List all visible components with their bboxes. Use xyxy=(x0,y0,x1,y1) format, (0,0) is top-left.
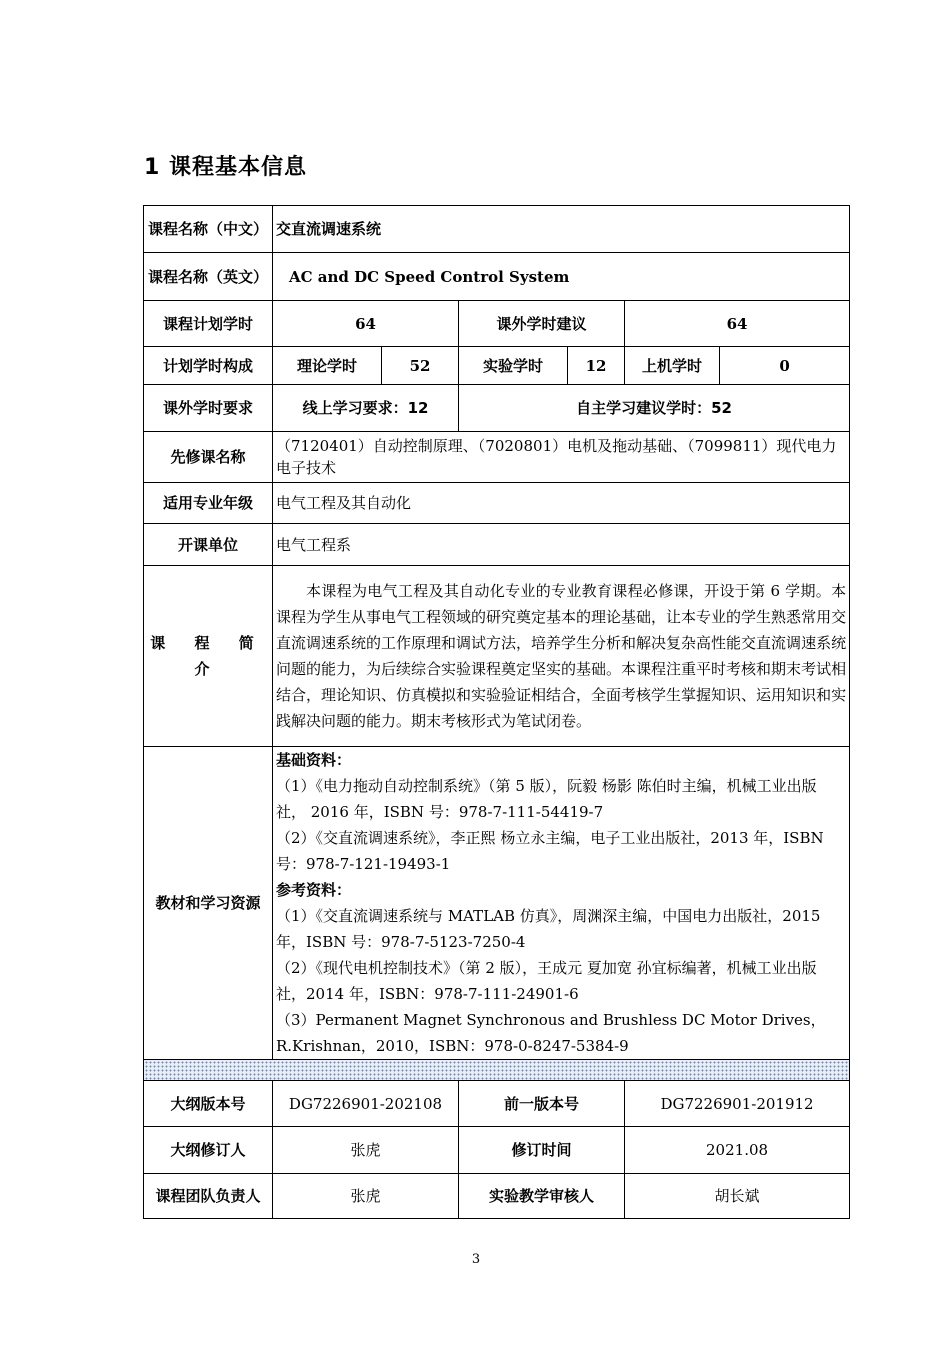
row-dotted-separator xyxy=(144,1060,850,1081)
label-lab-reviewer: 实验教学审核人 xyxy=(459,1174,625,1219)
basic-title: 基础资料： xyxy=(276,751,352,769)
row-intro xyxy=(144,566,850,747)
value-dept: 电气工程系 xyxy=(273,524,850,566)
label-planned-hours: 课程计划学时 xyxy=(144,301,273,347)
row-dept xyxy=(144,524,850,566)
value-major: 电气工程及其自动化 xyxy=(273,483,850,524)
value-intro: 本课程为电气工程及其自动化专业的专业教育课程必修课，开设于第 6 学期。本课程为学生从事电气工程领域的研究奠定基本的理论基础，让本专业的学生熟悉常用交直流调速系统的工作原理和调试方法，培养学生分析和解决复杂高性能交直流调速系统问题的能力，为后续综合实验课程奠定坚实的基础。本课程注重平时考核和期末考试相结合，理论知识、仿真模拟和实验验证相结合，全面考核学生掌握知识、运用知识和实践解决问题的能力。期末考核形式为笔试闭卷。 xyxy=(273,566,850,747)
row-major xyxy=(144,483,850,524)
label-computer-hours: 上机学时 xyxy=(625,347,720,385)
materials-content xyxy=(273,747,850,1060)
value-reviser: 张虎 xyxy=(273,1127,459,1174)
basic-item: （1）《电力拖动自动控制系统》（第 5 版），阮毅 杨影 陈伯时主编，机械工业出版社， 2016 年，ISBN 号：978-7-111-54419-7 xyxy=(276,777,817,821)
label-theory-hours: 理论学时 xyxy=(273,347,382,385)
value-name-cn: 交直流调速系统 xyxy=(273,206,850,253)
ref-item: （3）Permanent Magnet Synchronous and Brushless DC Motor Drives，R.Krishnan，2010，ISBN：978-0-8247-5384-9 xyxy=(276,1011,826,1055)
label-major: 适用专业年级 xyxy=(144,483,273,524)
value-revise-time: 2021.08 xyxy=(625,1127,850,1174)
value-prereq: （7120401）自动控制原理、（7020801）电机及拖动基础、（7099811）现代电力电子技术 xyxy=(273,432,850,483)
label-extra-req: 课外学时要求 xyxy=(144,385,273,432)
label-name-en: 课程名称（英文） xyxy=(144,253,273,301)
label-revise-time: 修订时间 xyxy=(459,1127,625,1174)
basic-item: （2）《交直流调速系统》，李正熙 杨立永主编，电子工业出版社，2013 年，ISBN 号：978-7-121-19493-1 xyxy=(276,829,824,873)
value-planned-hours: 64 xyxy=(273,301,459,347)
label-lab-hours: 实验学时 xyxy=(459,347,568,385)
label-materials: 教材和学习资源 xyxy=(144,747,273,1060)
value-theory-hours: 52 xyxy=(382,347,459,385)
value-online-req: 线上学习要求：12 xyxy=(273,385,459,432)
value-version: DG7226901-202108 xyxy=(273,1081,459,1127)
label-dept: 开课单位 xyxy=(144,524,273,566)
label-prev-version: 前一版本号 xyxy=(459,1081,625,1127)
value-prev-version: DG7226901-201912 xyxy=(625,1081,850,1127)
row-materials xyxy=(144,747,850,1060)
row-composition xyxy=(144,347,850,385)
course-info-table xyxy=(143,205,850,1219)
row-prereq xyxy=(144,432,850,483)
label-intro: 课 程 简 介 xyxy=(144,566,273,747)
value-leader: 张虎 xyxy=(273,1174,459,1219)
page-number: 3 xyxy=(471,1252,481,1267)
section-heading: 1 课程基本信息 xyxy=(144,155,307,180)
row-planned-hours xyxy=(144,301,850,347)
row-extra-req xyxy=(144,385,850,432)
row-name-cn xyxy=(144,206,850,253)
label-name-cn: 课程名称（中文） xyxy=(144,206,273,253)
value-self-study: 自主学习建议学时：52 xyxy=(459,385,850,432)
ref-title: 参考资料： xyxy=(276,881,352,899)
value-extra-hours: 64 xyxy=(625,301,850,347)
value-lab-hours: 12 xyxy=(568,347,625,385)
dotted-separator xyxy=(144,1060,850,1081)
value-computer-hours: 0 xyxy=(720,347,850,385)
ref-item: （2）《现代电机控制技术》（第 2 版），王成元 夏加宽 孙宜标编著，机械工业出版社，2014 年，ISBN：978-7-111-24901-6 xyxy=(276,959,817,1003)
label-composition: 计划学时构成 xyxy=(144,347,273,385)
label-reviser: 大纲修订人 xyxy=(144,1127,273,1174)
ref-item: （1）《交直流调速系统与 MATLAB 仿真》，周渊深主编，中国电力出版社，2015 年，ISBN 号：978-7-5123-7250-4 xyxy=(276,907,821,951)
value-name-en: AC and DC Speed Control System xyxy=(273,253,850,301)
row-version xyxy=(144,1081,850,1127)
row-reviser xyxy=(144,1127,850,1174)
row-name-en xyxy=(144,253,850,301)
label-extra-hours: 课外学时建议 xyxy=(459,301,625,347)
value-lab-reviewer: 胡长斌 xyxy=(625,1174,850,1219)
row-leader xyxy=(144,1174,850,1219)
label-leader: 课程团队负责人 xyxy=(144,1174,273,1219)
label-prereq: 先修课名称 xyxy=(144,432,273,483)
label-version: 大纲版本号 xyxy=(144,1081,273,1127)
